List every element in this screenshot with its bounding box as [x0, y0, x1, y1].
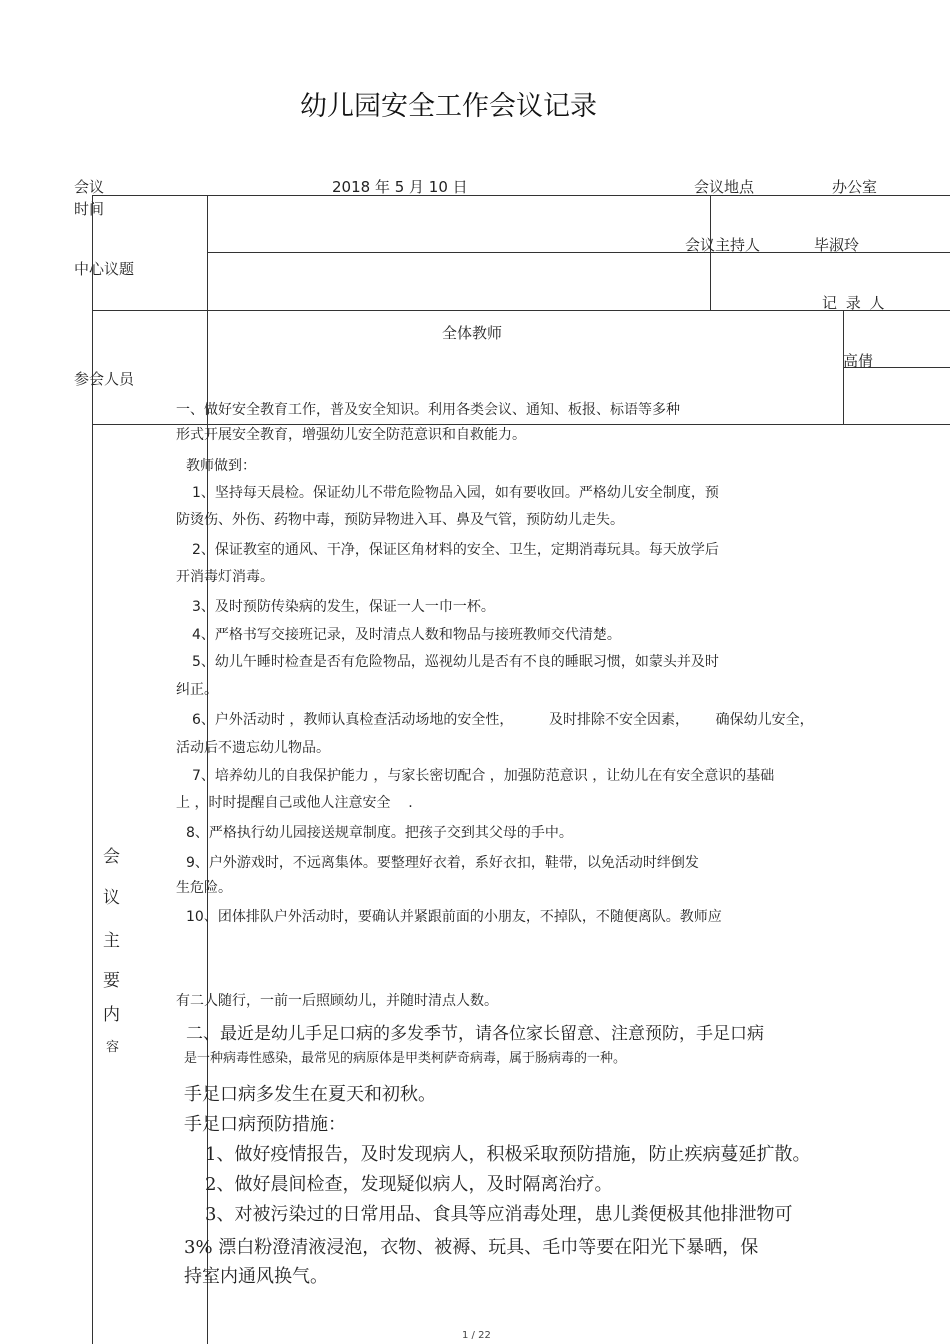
- page-number: 1 / 22: [462, 1330, 491, 1341]
- section2-line-b: 持室内通风换气。: [184, 1266, 328, 1287]
- section2-measures-title: 手足口病预防措施：: [184, 1114, 346, 1135]
- host-value: 毕淑玲: [814, 236, 860, 254]
- measure-1: 1、做好疫情报告，及时发现病人，积极采取预防措施，防止疾病蔓延扩散。: [205, 1144, 811, 1165]
- teacher-intro: 教师做到：: [186, 458, 256, 474]
- item-10-b: 有二人随行，一前一后照顾幼儿，并随时清点人数。: [176, 993, 498, 1009]
- item-3-a: 3、及时预防传染病的发生，保证一人一巾一杯。: [192, 599, 495, 615]
- item-6-b: 活动后不遗忘幼儿物品。: [176, 740, 330, 756]
- item-7-b: 上 ，时时提醒自己或他人注意安全 .: [176, 795, 413, 811]
- content-label-4: 要: [103, 971, 120, 991]
- table-top-line: [92, 195, 950, 196]
- item-10-a: 10、团体排队户外活动时，要确认并紧跟前面的小朋友，不掉队，不随便离队。教师应: [186, 909, 722, 925]
- content-label-6: 容: [106, 1040, 120, 1055]
- recorder-label: 记 录 人: [822, 294, 887, 312]
- content-label-2: 议: [103, 888, 120, 908]
- measure-2: 2、做好晨间检查，发现疑似病人，及时隔离治疗。: [205, 1174, 613, 1195]
- content-label-5: 内: [103, 1005, 120, 1025]
- item-2-a: 2、保证教室的通风、干净，保证区角材料的安全、卫生，定期消毒玩具。每天放学后: [192, 542, 719, 558]
- item-9-a: 9、户外游戏时，不远离集体。要整理好衣着，系好衣扣，鞋带，以免活动时绊倒发: [186, 855, 699, 871]
- section2-subline: 是一种病毒性感染，最常见的病原体是甲类柯萨奇病毒，属于肠病毒的一种。: [184, 1051, 627, 1066]
- item-1-a: 1、坚持每天晨检。保证幼儿不带危险物品入园，如有要收回。严格幼儿安全制度，预: [192, 485, 719, 501]
- item-9-b: 生危险。: [176, 880, 232, 896]
- attendees-value: 全体教师: [442, 324, 503, 342]
- content-label-3: 主: [103, 931, 120, 951]
- recorder-value: 高倩: [843, 352, 874, 370]
- section1-heading-b: 形式开展安全教育，增强幼儿安全防范意识和自救能力。: [176, 427, 526, 443]
- location-label: 会议地点: [694, 178, 755, 196]
- item-2-b: 开消毒灯消毒。: [176, 569, 274, 585]
- measure-3: 3、对被污染过的日常用品、食具等应消毒处理，患儿粪便极其他排泄物可: [205, 1204, 793, 1225]
- item-6-a: 6、户外活动时 ，教师认真检查活动场地的安全性， 及时排除不安全因素， 确保幼儿安全，: [192, 712, 814, 728]
- meeting-time-value: 2018 年 5 月 10 日: [332, 178, 468, 196]
- topic-label: 中心议题: [74, 260, 135, 278]
- content-label-1: 会: [103, 847, 120, 867]
- item-5-b: 纠正。: [176, 682, 218, 698]
- item-4-a: 4、严格书写交接班记录，及时清点人数和物品与接班教师交代清楚。: [192, 627, 621, 643]
- item-1-b: 防烫伤、外伤、药物中毒，预防异物进入耳、鼻及气管，预防幼儿走失。: [176, 512, 624, 528]
- attendees-label: 参会人员: [74, 370, 135, 388]
- item-5-a: 5、幼儿午睡时检查是否有危险物品，巡视幼儿是否有不良的睡眠习惯，如蒙头并及时: [192, 654, 719, 670]
- section2-season: 手足口病多发生在夏天和初秋。: [184, 1084, 436, 1105]
- page-title: 幼儿园安全工作会议记录: [300, 91, 597, 122]
- section2-heading: 二、最近是幼儿手足口病的多发季节，请各位家长留意、注意预防，手足口病: [186, 1024, 764, 1044]
- item-8-a: 8、严格执行幼儿园接送规章制度。把孩子交到其父母的手中。: [186, 825, 573, 841]
- section1-heading-a: 一、做好安全教育工作，普及安全知识。利用各类会议、通知、板报、标语等多种: [176, 402, 680, 418]
- location-value: 办公室: [832, 178, 878, 196]
- section2-line-a: 3% 漂白粉澄清液浸泡，衣物、被褥、玩具、毛巾等要在阳光下暴晒，保: [184, 1237, 759, 1258]
- item-7-a: 7、培养幼儿的自我保护能力 ，与家长密切配合 ，加强防范意识 ，让幼儿在有安全意识的基础: [192, 768, 775, 784]
- host-label: 会议主持人: [685, 236, 761, 254]
- meeting-time-label: 会议时间: [74, 178, 105, 218]
